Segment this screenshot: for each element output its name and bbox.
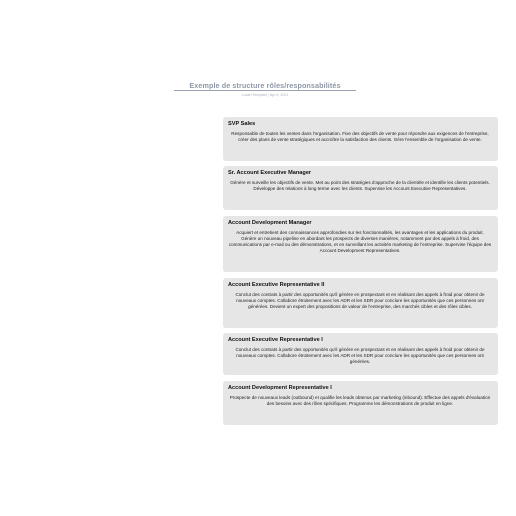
document-title: Exemple de structure rôles/responsabilités (189, 81, 341, 90)
role-title: SVP Sales (228, 121, 256, 127)
role-card-account-development-representative-i[interactable] (223, 381, 498, 425)
role-card-sr-account-executive-manager[interactable] (223, 166, 498, 210)
document-meta: Lucart Template | Apr 6, 2021 (241, 93, 289, 97)
role-description: Conclut des contrats à partir des opportunités qu'il génère en prospectant et en réalisant des appels à froid pour obtenir de nouveaux comptes. Collabore étroitement avec les ADR et les SDR pour conclure les opportunités que ces personnes ont générées. Devient un expert des propositions de valeur de l'entreprise, des marchés cibles et des rôles cibles. (235, 292, 485, 309)
role-title: Account Development Representative I (228, 385, 332, 391)
role-title: Account Executive Representative I (228, 337, 323, 343)
role-description: Prospecte de nouveaux leads (outbound) et qualifie les leads obtenus par marketing (inbound). Effectue des appels d'évaluation des besoins avec des rôles spécifiques. Programme les démonstrations de produit en ligne. (229, 395, 491, 406)
role-description: Conclut des contrats à partir des opportunités qu'il génère en prospectant et en réalisant des appels à froid pour obtenir de nouveaux comptes. Collabore étroitement avec les ADR et les SDR pour conclure les opportunités que ces personnes ont générées. (235, 347, 485, 364)
title-underline (174, 90, 356, 91)
role-title: Sr. Account Executive Manager (228, 170, 312, 176)
role-card-account-development-manager[interactable] (223, 216, 498, 272)
role-description: Responsable de toutes les ventes dans l'organisation. Fixe des objectifs de vente pour répondre aux exigences de l'entreprise, créer des plans de vente stratégiques et accroître la satisfaction des clients. Gère l'ensemble de l'organisation de vente. (231, 131, 489, 142)
role-description: Acquiert et entretient des connaissances approfondies sur les fonctionnalités, les avantages et les applications du produit. Génère un nouveau pipeline en abordant les prospects de diverses manières, notamment par des appels à froid, des communications par e-mail ou des démonstrations, et en surveillant les activités marketing de l'entreprise. Supervise l'équipe des Account Development Representatives. (228, 230, 492, 253)
role-card-svp-sales[interactable] (223, 117, 498, 161)
role-title: Account Executive Representative II (228, 282, 325, 288)
role-title: Account Development Manager (228, 220, 312, 226)
role-card-account-executive-representative-ii[interactable] (223, 278, 498, 328)
role-card-account-executive-representative-i[interactable] (223, 333, 498, 375)
role-description: Génère et surveille les objectifs de vente. Met au point des stratégies d'approche de la clientèle et identifie les clients potentiels. Développe des relations à long terme avec les clients. Supervise les Account Executive Representatives. (230, 180, 490, 191)
